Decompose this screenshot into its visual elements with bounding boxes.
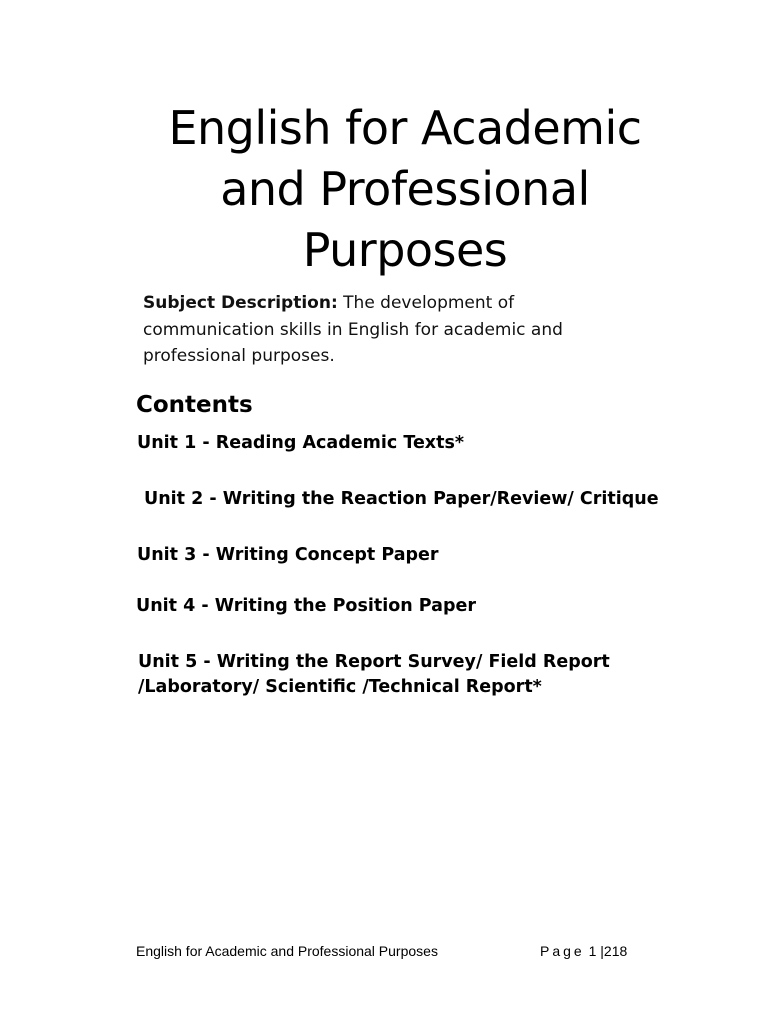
contents-heading: Contents xyxy=(136,392,253,418)
footer-total-pages: 218 xyxy=(603,943,628,959)
contents-item-line: Unit 3 - Writing Concept Paper xyxy=(137,545,439,565)
subject-description xyxy=(143,290,643,370)
contents-item-unit-2 xyxy=(144,487,659,512)
contents-item-line: Unit 5 - Writing the Report Survey/ Field Report xyxy=(138,652,610,672)
contents-item-unit-4 xyxy=(136,594,476,619)
footer-separator: | xyxy=(600,943,604,959)
footer-page-number xyxy=(540,943,627,959)
footer-page-word: Page xyxy=(540,943,585,959)
document-title xyxy=(130,98,680,281)
title-line: English for Academic xyxy=(168,101,642,155)
contents-item-unit-5 xyxy=(138,650,610,700)
contents-item-line: Unit 1 - Reading Academic Texts* xyxy=(137,433,465,453)
subject-description-label: Subject Description: xyxy=(143,293,338,313)
title-line: and Professional xyxy=(220,162,590,216)
contents-item-line: /Laboratory/ Scientific /Technical Report* xyxy=(138,677,542,697)
footer-current-page: 1 xyxy=(588,943,597,959)
contents-item-unit-3 xyxy=(137,543,439,568)
footer-title: English for Academic and Professional Purposes xyxy=(136,943,438,959)
contents-item-line: Unit 4 - Writing the Position Paper xyxy=(136,596,476,616)
subject-description-text: The development of communication skills in English for academic and professional purposes. xyxy=(143,293,563,366)
contents-item-unit-1 xyxy=(137,431,464,456)
title-line: Purposes xyxy=(302,223,508,277)
contents-item-line: Unit 2 - Writing the Reaction Paper/Review/ Critique xyxy=(144,489,659,509)
